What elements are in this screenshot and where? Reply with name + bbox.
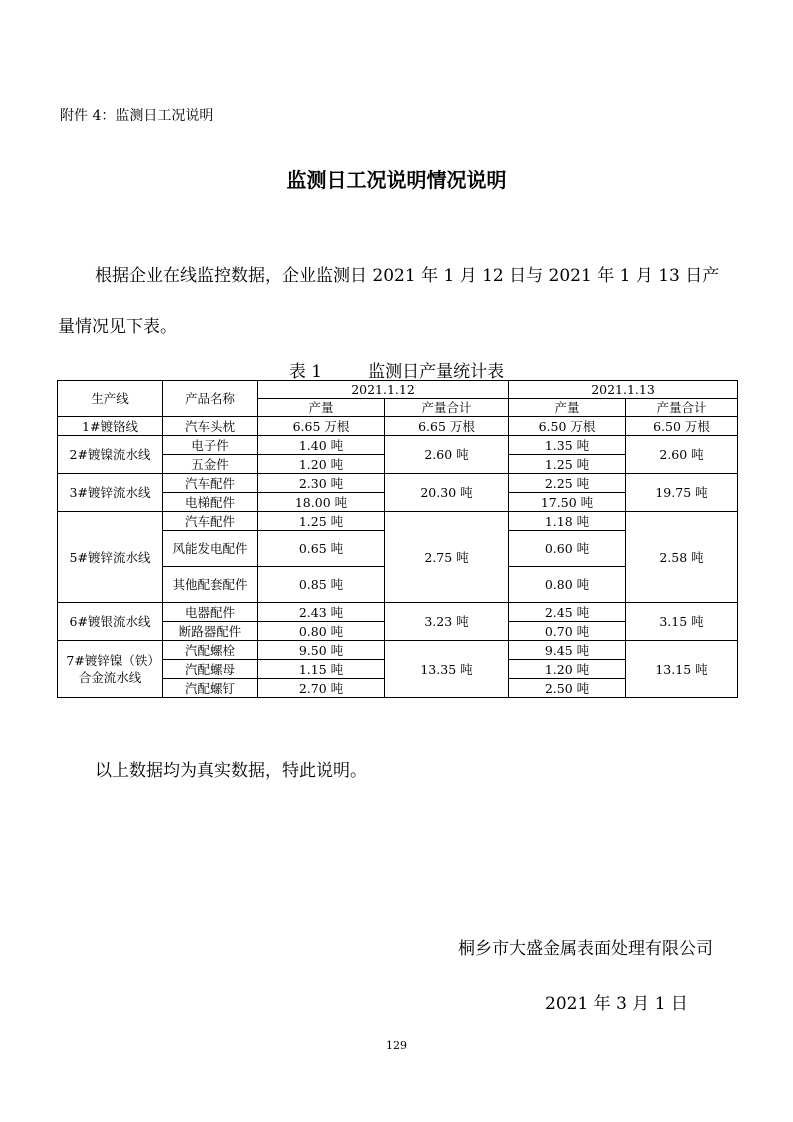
header-date2: 2021.1.13 [509,381,738,399]
product-cell: 其他配套配件 [163,567,258,603]
total-cell: 6.50 万根 [626,417,738,436]
signature-date: 2021 年 3 月 1 日 [545,994,688,1014]
product-cell: 断路器配件 [163,622,258,641]
output-cell: 0.65 吨 [258,531,385,567]
header-output-1: 产量 [258,399,385,417]
line-cell: 3#镀锌流水线 [58,474,163,512]
attachment-label: 附件 4：监测日工况说明 [60,108,214,124]
production-table [57,380,738,698]
document-title: 监测日工况说明情况说明 [286,168,507,192]
table-row [58,603,738,622]
output-cell: 6.65 万根 [258,417,385,436]
output-cell: 0.85 吨 [258,567,385,603]
output-cell: 9.50 吨 [258,641,385,660]
output-cell: 17.50 吨 [509,493,626,512]
output-cell: 2.30 吨 [258,474,385,493]
total-cell: 2.60 吨 [626,436,738,474]
table-caption [0,357,793,382]
table-row [58,512,738,531]
line-cell: 7#镀锌镍（铁）合金流水线 [58,641,163,698]
output-cell: 2.70 吨 [258,679,385,698]
header-line: 生产线 [58,381,163,417]
product-cell: 电梯配件 [163,493,258,512]
product-cell: 汽车配件 [163,474,258,493]
line-cell: 1#镀铬线 [58,417,163,436]
output-cell: 18.00 吨 [258,493,385,512]
output-cell: 2.50 吨 [509,679,626,698]
page-number: 129 [386,1039,407,1052]
total-cell: 2.75 吨 [385,512,509,603]
table-header-row [58,381,738,399]
output-cell: 0.80 吨 [509,567,626,603]
product-cell: 风能发电配件 [163,531,258,567]
header-date1: 2021.1.12 [258,381,509,399]
intro-paragraph-line2: 量情况见下表。 [58,317,177,337]
line-cell: 6#镀银流水线 [58,603,163,641]
total-cell: 19.75 吨 [626,474,738,512]
output-cell: 2.45 吨 [509,603,626,622]
output-cell: 1.25 吨 [509,455,626,474]
line-cell: 5#镀锌流水线 [58,512,163,603]
output-cell: 0.80 吨 [258,622,385,641]
total-cell: 6.65 万根 [385,417,509,436]
output-cell: 2.43 吨 [258,603,385,622]
header-total-2: 产量合计 [626,399,738,417]
product-cell: 电器配件 [163,603,258,622]
total-cell: 13.15 吨 [626,641,738,698]
output-cell: 0.70 吨 [509,622,626,641]
table-row [58,474,738,493]
output-cell: 1.25 吨 [258,512,385,531]
output-cell: 1.15 吨 [258,660,385,679]
total-cell: 3.15 吨 [626,603,738,641]
table-row [58,417,738,436]
output-cell: 1.20 吨 [258,455,385,474]
output-cell: 0.60 吨 [509,531,626,567]
product-cell: 汽配螺母 [163,660,258,679]
closing-statement: 以上数据均为真实数据，特此说明。 [95,761,367,781]
table-row [58,436,738,455]
output-cell: 2.25 吨 [509,474,626,493]
table-row [58,641,738,660]
total-cell: 2.58 吨 [626,512,738,603]
total-cell: 3.23 吨 [385,603,509,641]
header-total-1: 产量合计 [385,399,509,417]
total-cell: 20.30 吨 [385,474,509,512]
output-cell: 9.45 吨 [509,641,626,660]
product-cell: 汽配螺钉 [163,679,258,698]
header-output-2: 产量 [509,399,626,417]
header-product: 产品名称 [163,381,258,417]
output-cell: 1.20 吨 [509,660,626,679]
intro-paragraph-line1: 根据企业在线监控数据，企业监测日 2021 年 1 月 12 日与 2021 年 1 月 13 日产 [95,266,720,286]
company-name: 桐乡市大盛金属表面处理有限公司 [458,939,713,959]
output-cell: 1.35 吨 [509,436,626,455]
product-cell: 汽车头枕 [163,417,258,436]
output-cell: 6.50 万根 [509,417,626,436]
product-cell: 汽车配件 [163,512,258,531]
product-cell: 电子件 [163,436,258,455]
product-cell: 五金件 [163,455,258,474]
output-cell: 1.40 吨 [258,436,385,455]
total-cell: 13.35 吨 [385,641,509,698]
total-cell: 2.60 吨 [385,436,509,474]
line-cell: 2#镀镍流水线 [58,436,163,474]
table-caption-number: 表 1 [288,362,323,382]
table-caption-text: 监测日产量统计表 [368,362,505,382]
output-cell: 1.18 吨 [509,512,626,531]
product-cell: 汽配螺栓 [163,641,258,660]
